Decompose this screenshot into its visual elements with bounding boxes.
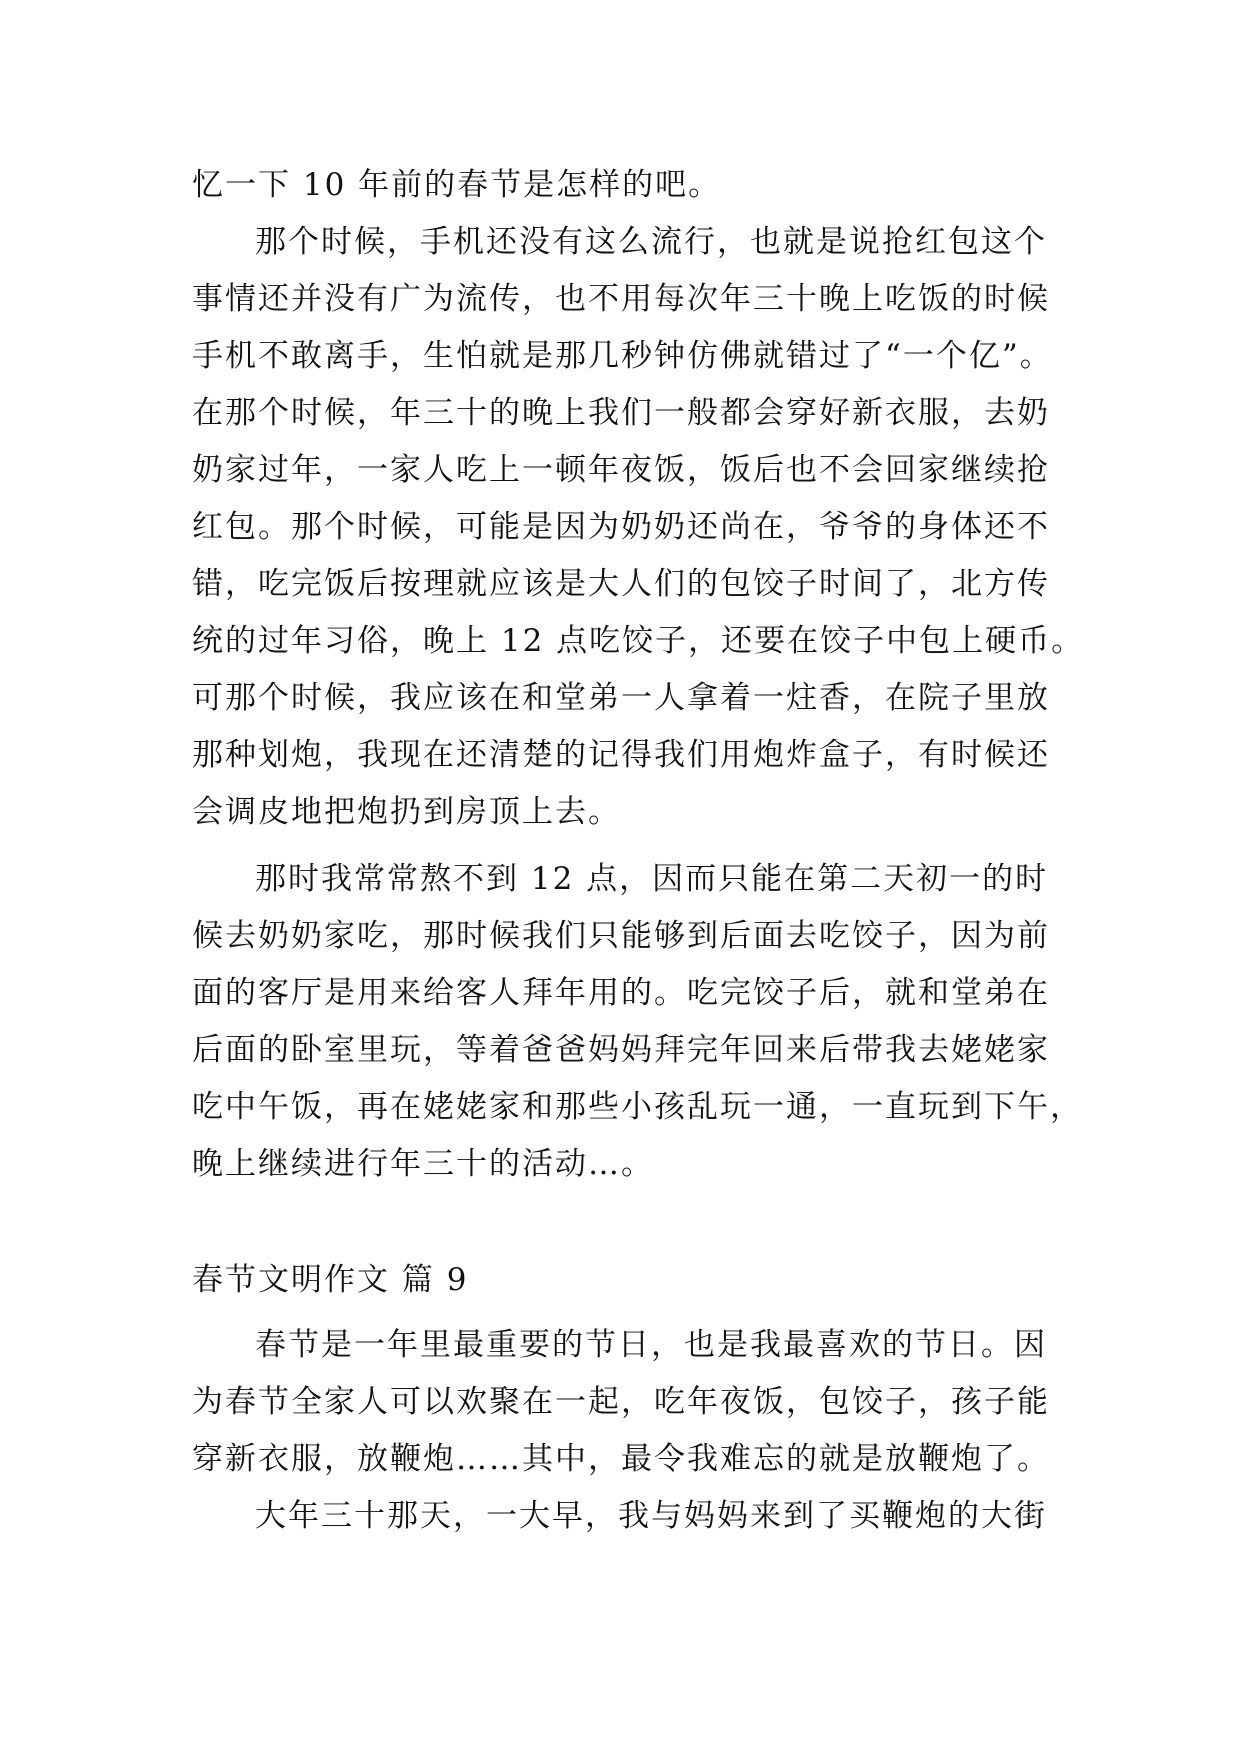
text-line: 手机不敢离手，生怕就是那几秒钟仿佛就错过了“一个亿”。 [192, 338, 1053, 374]
text-line: 晚上继续进行年三十的活动…。 [192, 1146, 654, 1182]
text-line: 可那个时候，我应该在和堂弟一人拿着一炷香，在院子里放 [192, 680, 1050, 716]
text-line: 为春节全家人可以欢聚在一起，吃年夜饭，包饺子，孩子能 [192, 1384, 1050, 1420]
paragraph-first-line: 那个时候，手机还没有这么流行，也就是说抢红包这个 [255, 224, 1047, 260]
text-line: 会调皮地把炮扔到房顶上去。 [192, 794, 621, 830]
text-line: 忆一下 10 年前的春节是怎样的吧。 [192, 167, 722, 203]
text-line: 统的过年习俗，晚上 12 点吃饺子，还要在饺子中包上硬币。 [192, 623, 1085, 659]
text-line: 红包。那个时候，可能是因为奶奶还尚在，爷爷的身体还不 [192, 509, 1050, 545]
text-line: 面的客厅是用来给客人拜年用的。吃完饺子后，就和堂弟在 [192, 975, 1050, 1011]
paragraph-first-line: 大年三十那天，一大早，我与妈妈来到了买鞭炮的大街 [255, 1498, 1047, 1534]
text-line: 穿新衣服，放鞭炮……其中，最令我难忘的就是放鞭炮了。 [192, 1441, 1050, 1477]
text-line: 后面的卧室里玩，等着爸爸妈妈拜完年回来后带我去姥姥家 [192, 1032, 1050, 1068]
text-line: 候去奶奶家吃，那时候我们只能够到后面去吃饺子，因为前 [192, 918, 1050, 954]
section-heading: 春节文明作文 篇 9 [192, 1262, 469, 1298]
text-line: 吃中午饭，再在姥姥家和那些小孩乱玩一通，一直玩到下午， [192, 1089, 1083, 1125]
text-line: 错，吃完饭后按理就应该是大人们的包饺子时间了，北方传 [192, 566, 1050, 602]
paragraph-first-line: 那时我常常熬不到 12 点，因而只能在第二天初一的时 [255, 861, 1049, 897]
text-line: 在那个时候，年三十的晚上我们一般都会穿好新衣服，去奶 [192, 395, 1050, 431]
text-line: 奶家过年，一家人吃上一顿年夜饭，饭后也不会回家继续抢 [192, 452, 1050, 488]
text-line: 那种划炮，我现在还清楚的记得我们用炮炸盒子，有时候还 [192, 737, 1050, 773]
text-line: 事情还并没有广为流传，也不用每次年三十晚上吃饭的时候 [192, 281, 1050, 317]
paragraph-first-line: 春节是一年里最重要的节日，也是我最喜欢的节日。因 [255, 1327, 1047, 1363]
